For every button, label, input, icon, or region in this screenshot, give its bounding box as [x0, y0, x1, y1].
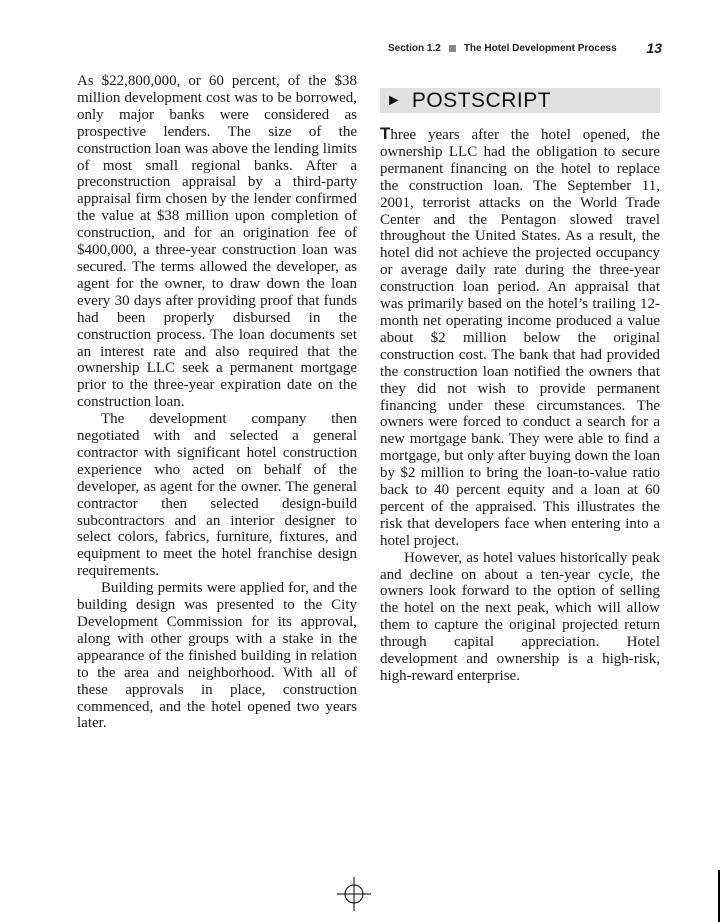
- square-bullet-icon: [449, 45, 456, 52]
- left-paragraph-1: As $22,800,000, or 60 percent, of the $38 million development cost was to be borrowed, only major banks were considered as prospective lenders. The size of the construction loan was above the lending limits of most small regional banks. After a preconstruction appraisal by a third-party appraisal firm chosen by the lender confirmed the value at $38 million upon completion of construction, and for an origination fee of $400,000, a three-year construction loan was secured. The terms allowed the developer, as agent for the owner, to draw down the loan every 30 days after providing proof that funds had been properly disbursed in the construction process. The loan documents set an interest rate and also required that the ownership LLC seek a permanent mortgage prior to the three-year expiration date on the construction loan.: [77, 73, 357, 411]
- triangle-arrow-icon: ►: [386, 91, 402, 109]
- running-header: [370, 38, 662, 58]
- right-paragraph-1-text: hree years after the hotel opened, the ownership LLC had the obligation to secure permanent financing on the hotel to replace the construction loan. The September 11, 2001, terrorist attacks on the World Trade Center and the Pentagon slowed travel throughout the United States. As a result, the hotel did not achieve the projected occupancy or average daily rate during the three-year construction loan period. An appraisal that was primarily based on the hotel’s trailing 12-month net operating income produced a value about $2 million below the original construction cost. The bank that had provided the construction loan notified the owners that they did not wish to provide permanent financing under these circumstances. The owners were forced to conduct a search for a new mortgage bank. They were able to find a mortgage, but only after buying down the loan by $2 million to bring the loan-to-value ratio back to 40 percent equity and a loan at 60 percent of the appraised. This illustrates the risk that developers face when entering into a hotel project.: [380, 127, 660, 549]
- postscript-heading: [380, 88, 660, 113]
- right-column: [380, 126, 660, 685]
- header-section: Section 1.2: [388, 42, 441, 54]
- left-paragraph-2: The development company then negotiated with and selected a general contractor with significant hotel construction experience who acted on behalf of the developer, as agent for the owner. The general contractor then selected design-build subcontractors and an interior designer to select colors, fabrics, furniture, fixtures, and equipment to meet the hotel franchise design requirements.: [77, 411, 357, 580]
- drop-cap: T: [380, 124, 391, 143]
- left-paragraph-3: Building permits were applied for, and the building design was presented to the City Development Commission for its approval, along with other groups with a stake in the appearance of the finished building in relation to the area and neighborhood. With all of these approvals in place, construction commenced, and the hotel opened two years later.: [77, 580, 357, 732]
- crop-mark: [718, 870, 720, 922]
- right-paragraph-1: [380, 126, 660, 550]
- header-title: The Hotel Development Process: [463, 42, 617, 54]
- right-paragraph-2: However, as hotel values historically peak and decline on about a ten-year cycle, the owners look forward to the option of selling the hotel on the next peak, which will allow them to capture the original projected return through capital appreciation. Hotel development and ownership is a high-risk, high-reward enterprise.: [380, 549, 660, 684]
- postscript-title: POSTSCRIPT: [411, 88, 552, 112]
- registration-mark-icon: [337, 877, 371, 911]
- page-number: 13: [646, 40, 662, 56]
- left-column: [77, 73, 357, 732]
